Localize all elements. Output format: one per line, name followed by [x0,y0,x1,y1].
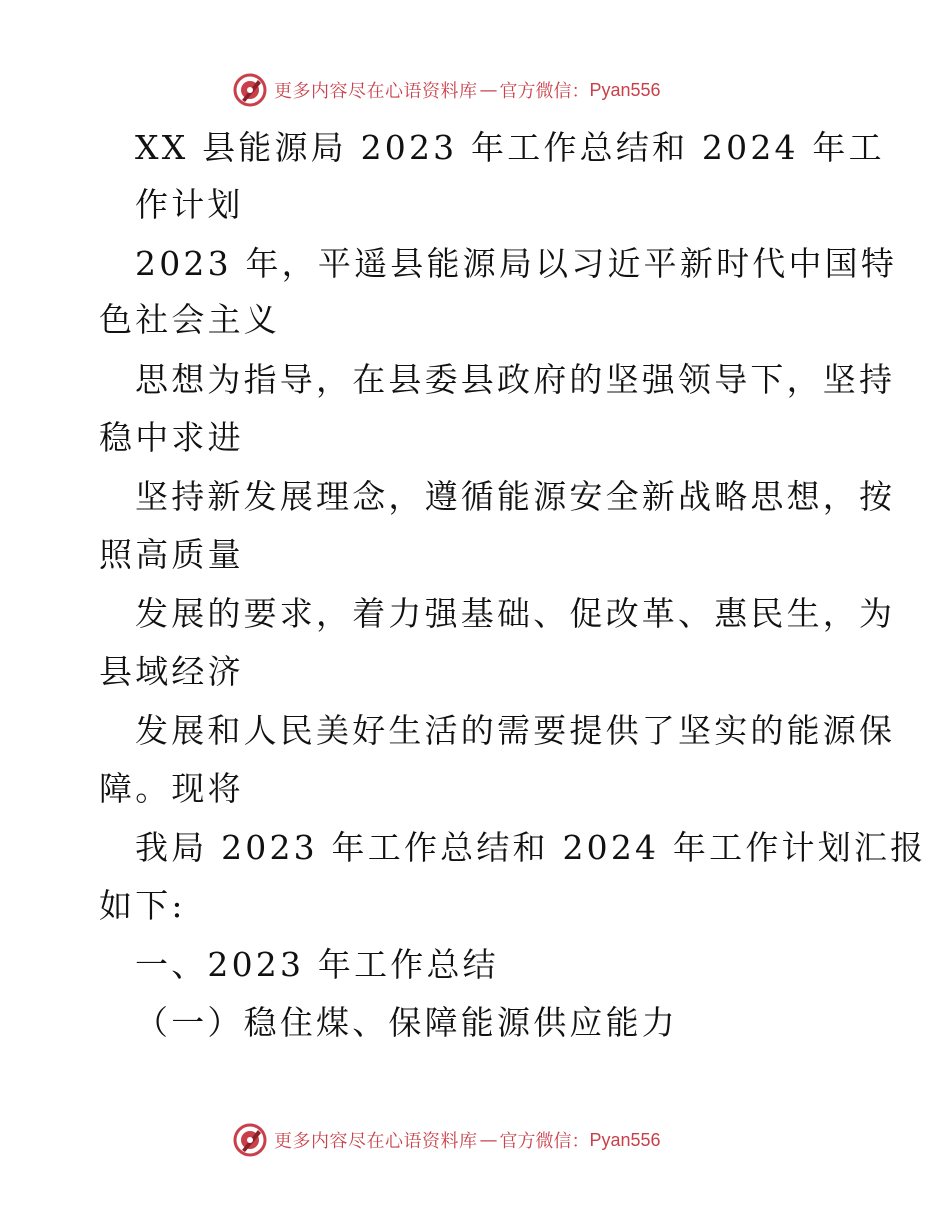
paragraph-line: 县域经济 [99,652,244,691]
paragraph-line: 色社会主义 [99,300,280,339]
paragraph-line: 发展和人民美好生活的需要提供了坚实的能源保 [135,711,896,750]
subsection-heading: （一）稳住煤、保障能源供应能力 [135,1003,678,1042]
paragraph-line: 我局 2023 年工作总结和 2024 年工作计划汇报 [135,828,927,867]
section-heading: 一、2023 年工作总结 [135,945,499,984]
watermark-text: 更多内容尽在心语资料库 [274,1131,478,1152]
pen-logo-icon [232,72,268,108]
watermark-text: 更多内容尽在心语资料库 [274,81,478,102]
document-title-line-2: 作计划 [135,185,244,224]
watermark-header [232,70,661,110]
paragraph-line: 障。现将 [99,769,244,808]
watermark-contact-label: 官方微信： [499,1131,590,1152]
watermark-contact-id: Pyan556 [589,79,661,100]
document-title-line-1: XX 县能源局 2023 年工作总结和 2024 年工 [135,128,885,167]
paragraph-line: 坚持新发展理念，遵循能源安全新战略思想，按 [135,477,896,516]
watermark-footer [232,1120,661,1160]
paragraph-line: 稳中求进 [99,418,244,457]
pen-logo-icon [232,1122,268,1158]
paragraph-line: 照高质量 [99,535,244,574]
watermark-contact-id: Pyan556 [589,1129,661,1150]
watermark-dash: — [479,79,498,101]
paragraph-line: 2023 年，平遥县能源局以习近平新时代中国特 [135,244,898,283]
watermark-contact-label: 官方微信： [499,81,590,102]
watermark-dash: — [479,1129,498,1151]
paragraph-line: 发展的要求，着力强基础、促改革、惠民生，为 [135,594,896,633]
paragraph-line: 思想为指导，在县委县政府的坚强领导下，坚持 [135,360,896,399]
paragraph-line: 如下: [99,886,186,925]
